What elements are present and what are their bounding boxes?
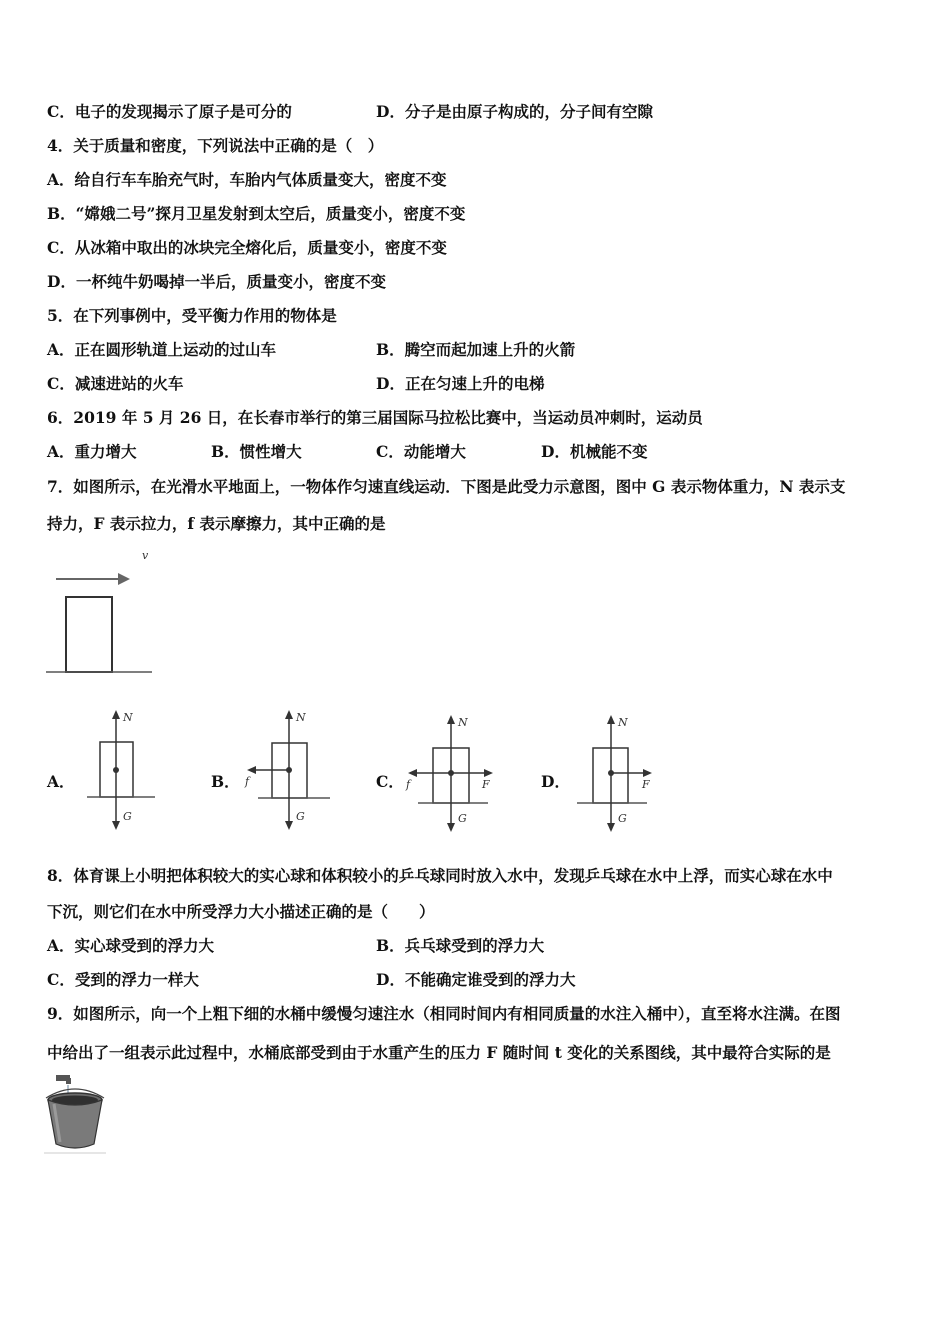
q7-option-c-label: C． [376,772,404,791]
q6-option-c: C．动能增大 [376,442,466,461]
q7-option-b-label: B． [211,772,240,791]
q4-option-b: B．“嫦娥二号”探月卫星发射到太空后，质量变小，密度不变 [47,204,466,223]
q7-option-d-figure [575,710,660,832]
q8-option-c: C．受到的浮力一样大 [47,970,199,989]
q5-option-d: D．正在匀速上升的电梯 [376,374,545,393]
svg-text:F: F [642,778,650,791]
svg-text:N: N [123,711,133,724]
q6-stem: 6．2019 年 5 月 26 日，在长春市举行的第三届国际马拉松比赛中，当运动员冲刺时，运动员 [47,408,703,427]
svg-text:G: G [618,812,627,825]
svg-text:F: F [482,778,490,791]
svg-text:f: f [245,775,250,788]
svg-text:N: N [618,716,628,729]
svg-text:N: N [458,716,468,729]
q4-option-d: D．一杯纯牛奶喝掉一半后，质量变小，密度不变 [47,272,386,291]
svg-text:N: N [296,711,306,724]
q4-option-a: A．给自行车车胎充气时，车胎内气体质量变大，密度不变 [47,170,447,189]
q5-stem: 5．在下列事例中，受平衡力作用的物体是 [47,306,337,325]
q6-option-a: A．重力增大 [47,442,137,461]
q8-option-d: D．不能确定谁受到的浮力大 [376,970,576,989]
q8-stem-line1: 8．体育课上小明把体积较大的实心球和体积较小的乒乓球同时放入水中，发现乒乓球在水中上浮，而实心球在水中 [47,866,833,885]
q3-option-c: C．电子的发现揭示了原子是可分的 [47,102,292,121]
q7-motion-figure [44,545,164,680]
q7-option-a-label: A． [47,772,75,791]
q8-option-b: B．兵乓球受到的浮力大 [376,936,545,955]
q3-option-d: D．分子是由原子构成的，分子间有空隙 [376,102,653,121]
svg-text:G: G [123,810,132,823]
q7-option-a-figure [85,705,160,830]
q7-option-d-label: D． [541,772,570,791]
q9-stem-line1: 9．如图所示，向一个上粗下细的水桶中缓慢匀速注水（相同时间内有相同质量的水注入桶中），直至将水注满。在图 [47,1004,841,1023]
q7-option-c-figure [400,710,500,832]
q9-stem-line2: 中给出了一组表示此过程中，水桶底部受到由于水重产生的压力 F 随时间 t 变化的关系图线，其中最符合实际的是 [47,1043,831,1062]
velocity-label: v [142,549,149,562]
q6-option-d: D．机械能不变 [541,442,648,461]
q6-option-b: B．惯性增大 [211,442,302,461]
svg-text:G: G [458,812,467,825]
bucket-with-tap-figure [44,1070,106,1154]
q8-stem-line2: 下沉，则它们在水中所受浮力大小描述正确的是（ ） [47,902,435,921]
q4-option-c: C．从冰箱中取出的冰块完全熔化后，质量变小，密度不变 [47,238,447,257]
q4-stem: 4．关于质量和密度，下列说法中正确的是（ ） [47,136,384,155]
q7-stem-line1: 7．如图所示，在光滑水平地面上，一物体作匀速直线运动．下图是此受力示意图，图中 G 表示物体重力，N 表示支 [47,477,846,496]
svg-text:f: f [406,778,411,791]
svg-text:G: G [296,810,305,823]
q7-stem-line2: 持力，F 表示拉力，f 表示摩擦力，其中正确的是 [47,514,386,533]
q5-option-c: C．减速进站的火车 [47,374,184,393]
q5-option-b: B．腾空而起加速上升的火箭 [376,340,576,359]
q7-option-b-figure [240,705,335,830]
q8-option-a: A．实心球受到的浮力大 [47,936,215,955]
q5-option-a: A．正在圆形轨道上运动的过山车 [47,340,277,359]
